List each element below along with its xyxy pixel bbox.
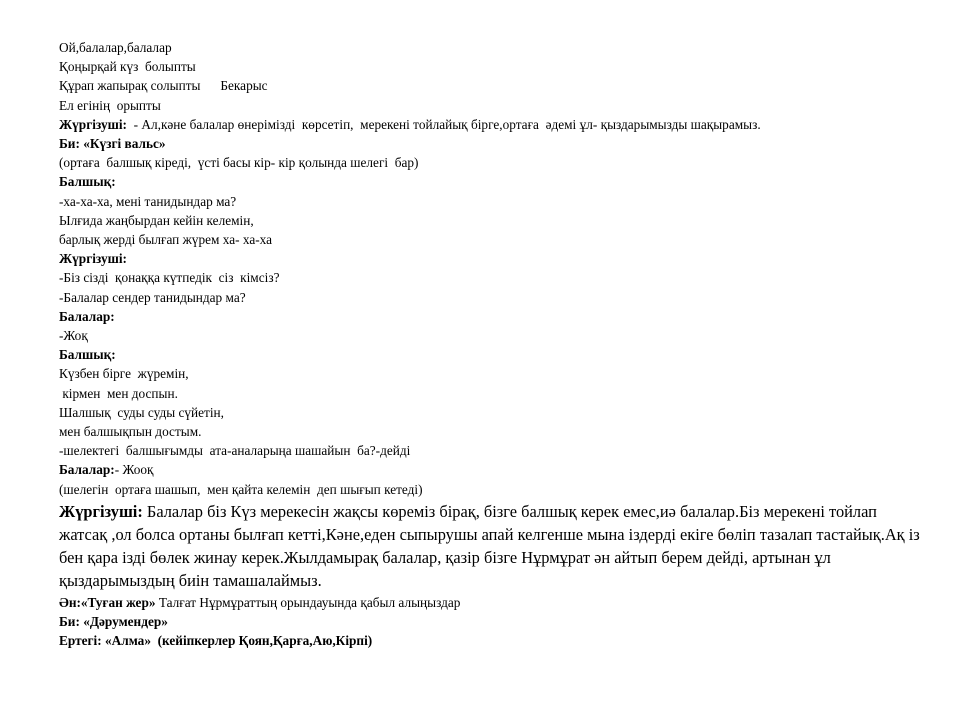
text-line: кірмен мен доспын. (59, 385, 178, 401)
program-item (59, 631, 939, 650)
program-item-title: Ертегі: «Алма» (кейіпкерлер Қоян,Қарға,Аю,Кірпі) (59, 633, 373, 649)
text-line: -ха-ха-ха, мені танидындар ма? (59, 193, 237, 209)
text-line (59, 460, 939, 479)
text-line: Ел егінің орыпты (59, 97, 161, 113)
text-line (59, 249, 939, 268)
program-item-title: Би: «Дәрумендер» (59, 613, 168, 629)
text-line (59, 307, 939, 326)
program-item-text: Талғат Нұрмұраттың орындауында қабыл алыңыздар (155, 594, 461, 610)
text-line: Ылғида жаңбырдан кейін келемін, (59, 212, 254, 228)
text-line: (шелегін ортаға шашып, мен қайта келемін деп шығып кетеді) (59, 481, 423, 497)
paragraph-text: Балалар біз Күз мерекесін жақсы көреміз бірақ, бізге балшық керек емес,иә балалар.Біз мерекені тойлап жатсақ ,ол болса ортаны былғап кетті,Кәне,еден сыпырушы апай келгенше мына іздерді екіге бөліп тазалап тастайық.Ақ із бен қара ізді бөлек жинау керек.Жылдамырақ балалар, қазір бізге Нұрмұрат ән айтып берем дейді, артынан ұл қыздарымыздың биін тамашалаймыз. (59, 501, 920, 591)
text-line: Ой,балалар,балалар (59, 40, 172, 55)
text-line: -Біз сізді қонаққа күтпедік сіз кімсіз? (59, 270, 280, 286)
text-line: Құрап жапырақ солыпты Бекарыс (59, 78, 268, 94)
line-text: - Жооқ (114, 462, 154, 478)
speaker-label: Жүргізуші: (59, 251, 127, 267)
speaker-label: Жүргізуші: (59, 501, 143, 521)
text-line: мен балшықпын достым. (59, 424, 202, 440)
speaker-label: Балалар: (59, 462, 115, 478)
text-line: Шалшық суды суды сүйетін, (59, 404, 224, 420)
text-line: барлық жерді былғап жүрем ха- ха-ха (59, 232, 273, 248)
speaker-label: Балшық: (59, 174, 116, 190)
text-line (59, 172, 939, 191)
program-item (59, 593, 939, 612)
speaker-label: Балшық: (59, 347, 116, 363)
document-body (59, 38, 939, 650)
speaker-label: Балалар: (59, 308, 115, 324)
text-line: (ортаға балшық кіреді, үсті басы кір- кір қолында шелегі бар) (59, 155, 419, 171)
program-item-title: Ән:«Туған жер» (59, 594, 156, 610)
speaker-label: Жүргізуші: (59, 116, 127, 132)
text-line (59, 134, 939, 153)
section-heading: Би: «Күзгі вальс» (59, 136, 166, 152)
text-line: Күзбен бірге жүремін, (59, 366, 189, 382)
narrator-paragraph (59, 500, 927, 593)
text-line: -Балалар сендер танидындар ма? (59, 289, 246, 305)
text-line: -Жоқ (59, 328, 88, 344)
text-line: -шелектегі балшығымды ата-аналарыңа шашайын ба?-дейді (59, 443, 411, 459)
program-item (59, 612, 939, 631)
text-line: Қоңырқай күз болыпты (59, 59, 196, 75)
text-line (59, 115, 939, 134)
line-text: - Ал,кәне балалар өнерімізді көрсетіп, мерекені тойлайық бірге,ортаға әдемі ұл- қыздарымызды шақырамыз. (126, 116, 761, 132)
text-line (59, 345, 939, 364)
